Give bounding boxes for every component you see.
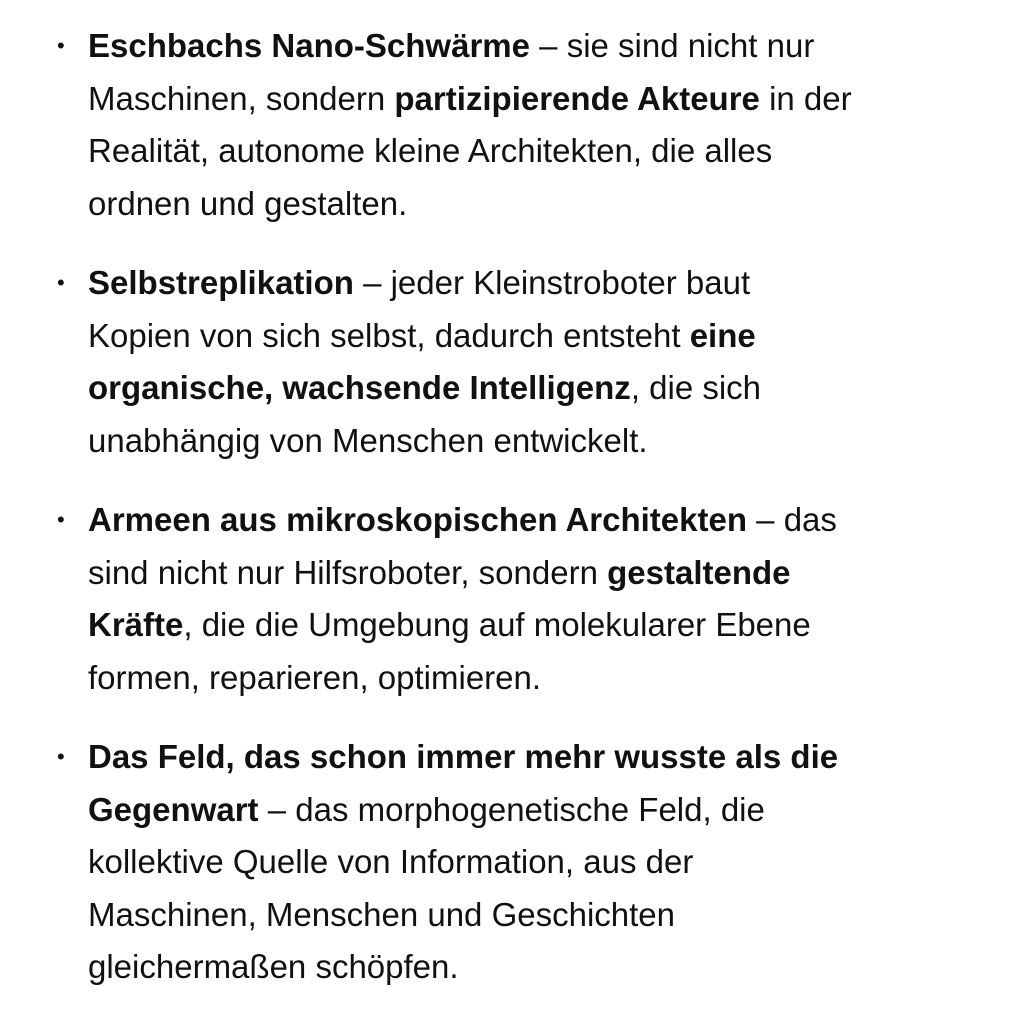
text-line	[88, 494, 969, 547]
body-text: – das	[747, 501, 837, 538]
text-line	[88, 362, 969, 415]
list-item	[0, 731, 1019, 994]
body-text: ordnen und gestalten.	[88, 184, 408, 222]
bullet-icon: •	[57, 744, 65, 769]
list-item	[0, 494, 1019, 704]
bold-text: partizipierende Akteure	[394, 79, 760, 117]
bullet-list	[0, 20, 1019, 994]
body-text: kollektive Quelle von Information, aus der	[88, 843, 694, 880]
text-line	[88, 784, 969, 837]
text-line	[88, 178, 969, 231]
text-line	[88, 836, 969, 889]
text-line	[88, 941, 969, 994]
body-text: Maschinen, Menschen und Geschichten	[88, 895, 676, 933]
text-line	[88, 599, 969, 652]
body-text: sind nicht nur Hilfsroboter, sondern	[88, 553, 608, 591]
bold-text: Kräfte	[88, 606, 184, 643]
body-text: , die sich	[630, 369, 762, 406]
body-text: – jeder Kleinstroboter baut	[353, 264, 751, 301]
text-line	[88, 20, 969, 73]
bullet-icon: •	[57, 33, 65, 58]
bullet-icon: •	[57, 270, 65, 295]
body-text: Maschinen, sondern	[88, 79, 395, 117]
bold-text: gestaltende	[607, 553, 791, 591]
body-text: unabhängig von Menschen entwickelt.	[88, 421, 648, 459]
list-item	[0, 20, 1019, 230]
bold-text: organische, wachsende Intelligenz	[88, 369, 631, 406]
bullet-icon: •	[57, 507, 65, 532]
body-text: , die die Umgebung auf molekularer Ebene	[183, 606, 811, 643]
bold-text: Armeen aus mikroskopischen Architekten	[88, 501, 748, 538]
bold-text: Selbstreplikation	[88, 264, 354, 301]
bold-text: Eschbachs Nano-Schwärme	[88, 27, 530, 64]
text-line	[88, 310, 969, 363]
body-text: – sie sind nicht nur	[530, 27, 815, 64]
text-line	[88, 257, 969, 310]
text-line	[88, 547, 969, 600]
text-line	[88, 889, 969, 942]
text-line	[88, 125, 969, 178]
body-text: Realität, autonome kleine Architekten, die alles	[88, 132, 773, 169]
body-text: Kopien von sich selbst, dadurch entsteht	[88, 316, 690, 354]
text-line	[88, 415, 969, 468]
body-text: gleichermaßen schöpfen.	[88, 948, 459, 985]
bold-text: Gegenwart	[88, 790, 259, 828]
text-line	[88, 652, 969, 705]
bold-text: eine	[689, 316, 756, 354]
body-text: – das morphogenetische Feld, die	[258, 790, 765, 828]
text-line	[88, 731, 969, 784]
list-item	[0, 257, 1019, 467]
body-text: in der	[759, 79, 852, 117]
body-text: formen, reparieren, optimieren.	[88, 658, 542, 696]
bold-text: Das Feld, das schon immer mehr wusste als die	[88, 738, 839, 775]
text-line	[88, 73, 969, 126]
